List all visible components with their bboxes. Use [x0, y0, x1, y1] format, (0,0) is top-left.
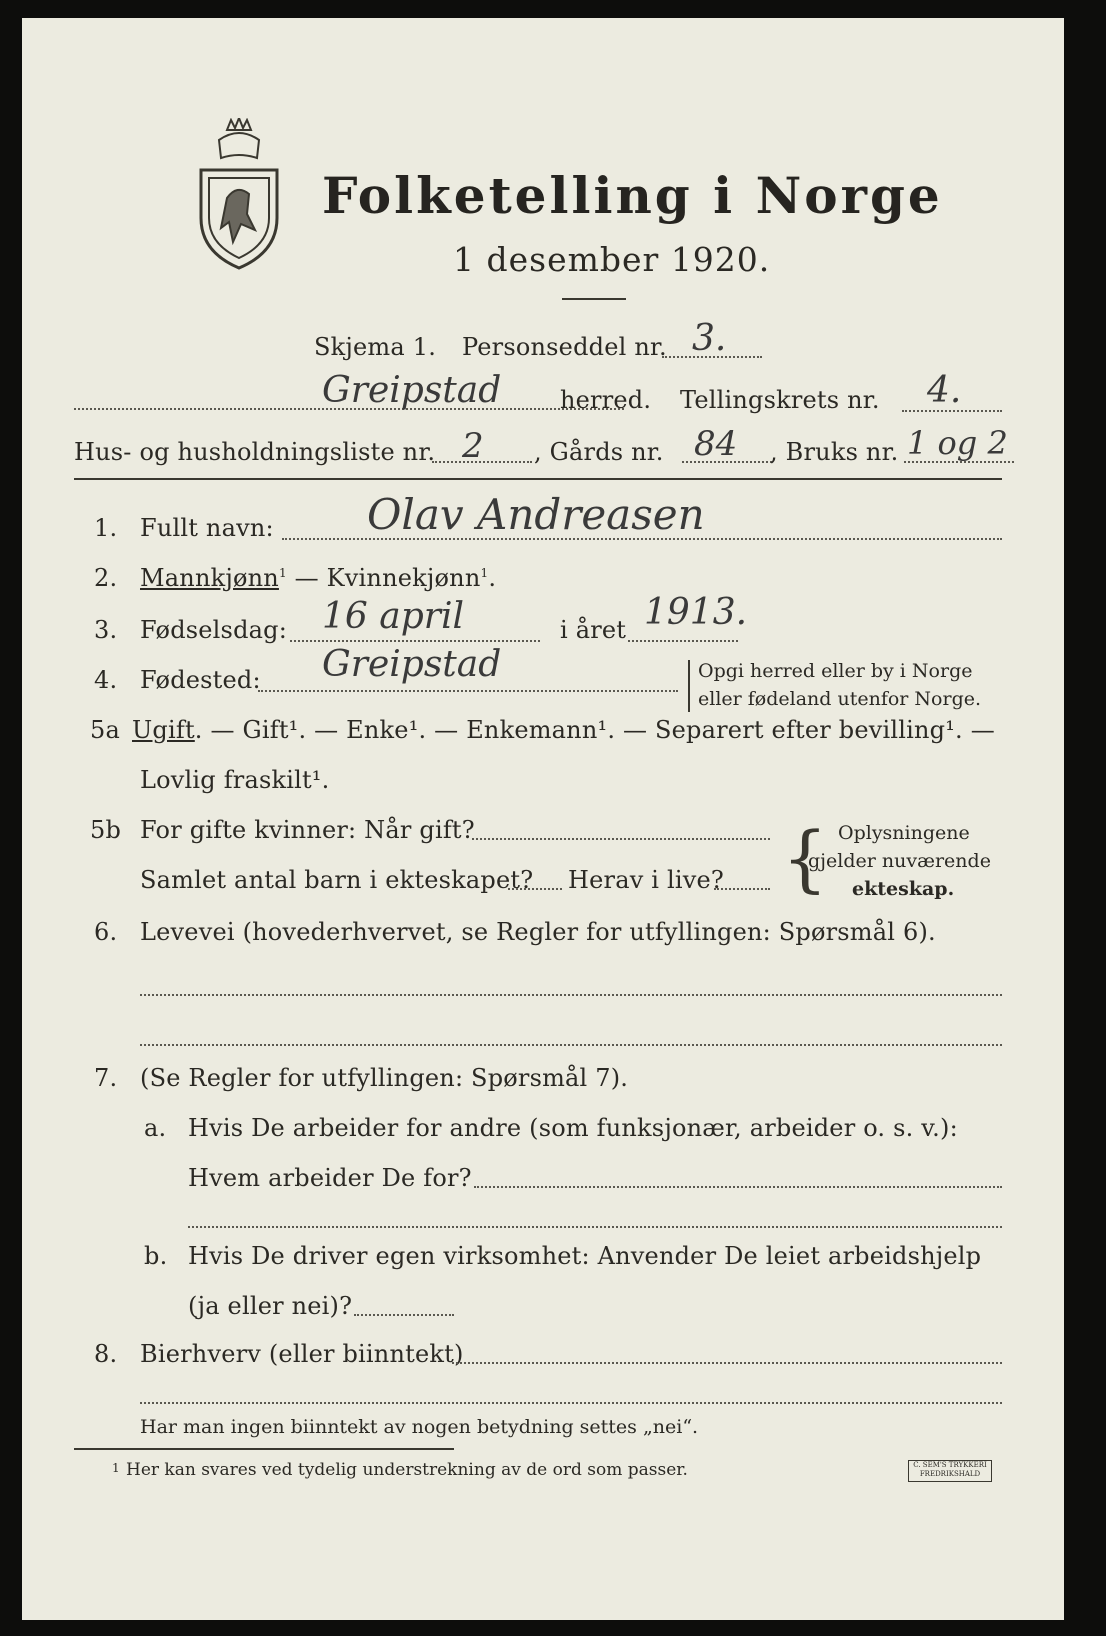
footnote-number: 1 [112, 1461, 120, 1475]
q5b-married-line [472, 838, 770, 840]
skjema-label: Skjema 1. [314, 333, 437, 361]
q5a-number: 5a [90, 716, 120, 744]
q7a-question: Hvem arbeider De for? [188, 1164, 472, 1192]
q5b-note-line2: gjelder nuværende [808, 850, 991, 872]
q7-number: 7. [94, 1064, 118, 1092]
q4-note-bracket [688, 660, 692, 712]
q7b-line [354, 1314, 454, 1316]
q2-female-sup: 1 [480, 566, 489, 580]
q2-options [140, 564, 496, 592]
q8-line-1 [452, 1362, 1002, 1364]
hus-value[interactable]: 2 [462, 426, 484, 466]
q5b-children-label: Samlet antal barn i ekteskapet? [140, 866, 534, 894]
q5b-note-line3: ekteskap. [852, 878, 955, 900]
q6-number: 6. [94, 918, 118, 946]
q8-line-2 [140, 1402, 1002, 1404]
q3-year-value[interactable]: 1913. [644, 592, 748, 633]
q7a-line-2 [188, 1226, 1002, 1228]
q3-year-label: i året [560, 616, 627, 644]
q7-label: (Se Regler for utfyllingen: Spørsmål 7). [140, 1064, 629, 1092]
q6-line-2 [140, 1044, 1002, 1046]
q4-note-line1: Opgi herred eller by i Norge [698, 660, 973, 682]
title-divider [562, 298, 626, 300]
printer-stamp-line2: FREDRIKSHALD [919, 1470, 981, 1478]
q5b-number: 5b [90, 816, 122, 844]
q2-female-option[interactable]: Kvinnekjønn [326, 564, 481, 592]
personseddel-value[interactable]: 3. [692, 318, 727, 359]
q1-label: Fullt navn: [140, 514, 274, 542]
herred-value[interactable]: Greipstad [322, 370, 502, 411]
form-title: Folketelling i Norge [322, 166, 943, 225]
q8-note: Har man ingen biinntekt av nogen betydning settes „nei“. [140, 1416, 699, 1438]
q2-number: 2. [94, 564, 118, 592]
q6-line-1 [140, 994, 1002, 996]
norway-coat-of-arms-icon [197, 118, 281, 270]
q2-end: . [488, 564, 497, 592]
q5b-line1: For gifte kvinner: Når gift? [140, 816, 475, 844]
printer-stamp [908, 1460, 992, 1482]
q5b-alive-label: Herav i live? [568, 866, 724, 894]
bruks-value[interactable]: 1 og 2 [907, 424, 1008, 462]
q2-male-option[interactable]: Mannkjønn [140, 564, 279, 592]
footnote-divider [74, 1448, 454, 1450]
header-divider [74, 478, 1002, 480]
q5a-line2[interactable]: Lovlig fraskilt¹. [140, 766, 330, 794]
census-form-page [22, 18, 1064, 1620]
q3-year-line [628, 640, 738, 642]
gards-value[interactable]: 84 [694, 424, 738, 464]
personseddel-label: Personseddel nr. [462, 333, 667, 361]
q8-label: Bierhverv (eller biinntekt) [140, 1340, 464, 1368]
gards-label: , Gårds nr. [534, 438, 664, 466]
q5a-other-options[interactable]: . — Gift¹. — Enke¹. — Enkemann¹. — Separert efter bevilling¹. — [194, 716, 995, 744]
q4-value[interactable]: Greipstad [322, 644, 502, 685]
q3-day-line [290, 640, 540, 642]
q5a-ugift-option[interactable]: Ugift [132, 716, 195, 744]
q4-number: 4. [94, 666, 118, 694]
q4-note-line2: eller fødeland utenfor Norge. [698, 688, 982, 710]
q2-separator: — [286, 564, 327, 592]
q3-label: Fødselsdag: [140, 616, 287, 644]
q5b-note-line1: Oplysningene [838, 822, 970, 844]
q7b-number: b. [144, 1242, 168, 1270]
q5a-options [132, 716, 995, 744]
q2-male-sup: 1 [278, 566, 287, 580]
tellingskrets-value[interactable]: 4. [927, 370, 962, 411]
q6-label: Levevei (hovederhvervet, se Regler for utfyllingen: Spørsmål 6). [140, 918, 936, 946]
q7a-text: Hvis De arbeider for andre (som funksjonær, arbeider o. s. v.): [188, 1114, 958, 1142]
q7b-text: Hvis De driver egen virksomhet: Anvender De leiet arbeidshjelp [188, 1242, 982, 1270]
tellingskrets-label: Tellingskrets nr. [680, 386, 880, 414]
q3-number: 3. [94, 616, 118, 644]
hus-label: Hus- og husholdningsliste nr. [74, 438, 436, 466]
q4-line [258, 690, 678, 692]
q7b-question: (ja eller nei)? [188, 1292, 353, 1320]
q1-number: 1. [94, 514, 118, 542]
bruks-label: , Bruks nr. [770, 438, 899, 466]
q5b-children-line [508, 888, 562, 890]
q4-label: Fødested: [140, 666, 261, 694]
q5b-alive-line [714, 888, 770, 890]
q1-value[interactable]: Olav Andreasen [367, 490, 705, 539]
q8-number: 8. [94, 1340, 118, 1368]
q7a-number: a. [144, 1114, 167, 1142]
herred-label: herred. [560, 386, 652, 414]
printer-stamp-line1: C. SEM'S TRYKKERI [913, 1461, 987, 1469]
q3-value[interactable]: 16 april [322, 596, 464, 637]
census-date: 1 desember 1920. [453, 240, 771, 279]
footnote-text: Her kan svares ved tydelig understrekning av de ord som passer. [126, 1460, 688, 1480]
q5b-note-brace: { [782, 816, 828, 900]
q7a-line-1 [474, 1186, 1002, 1188]
